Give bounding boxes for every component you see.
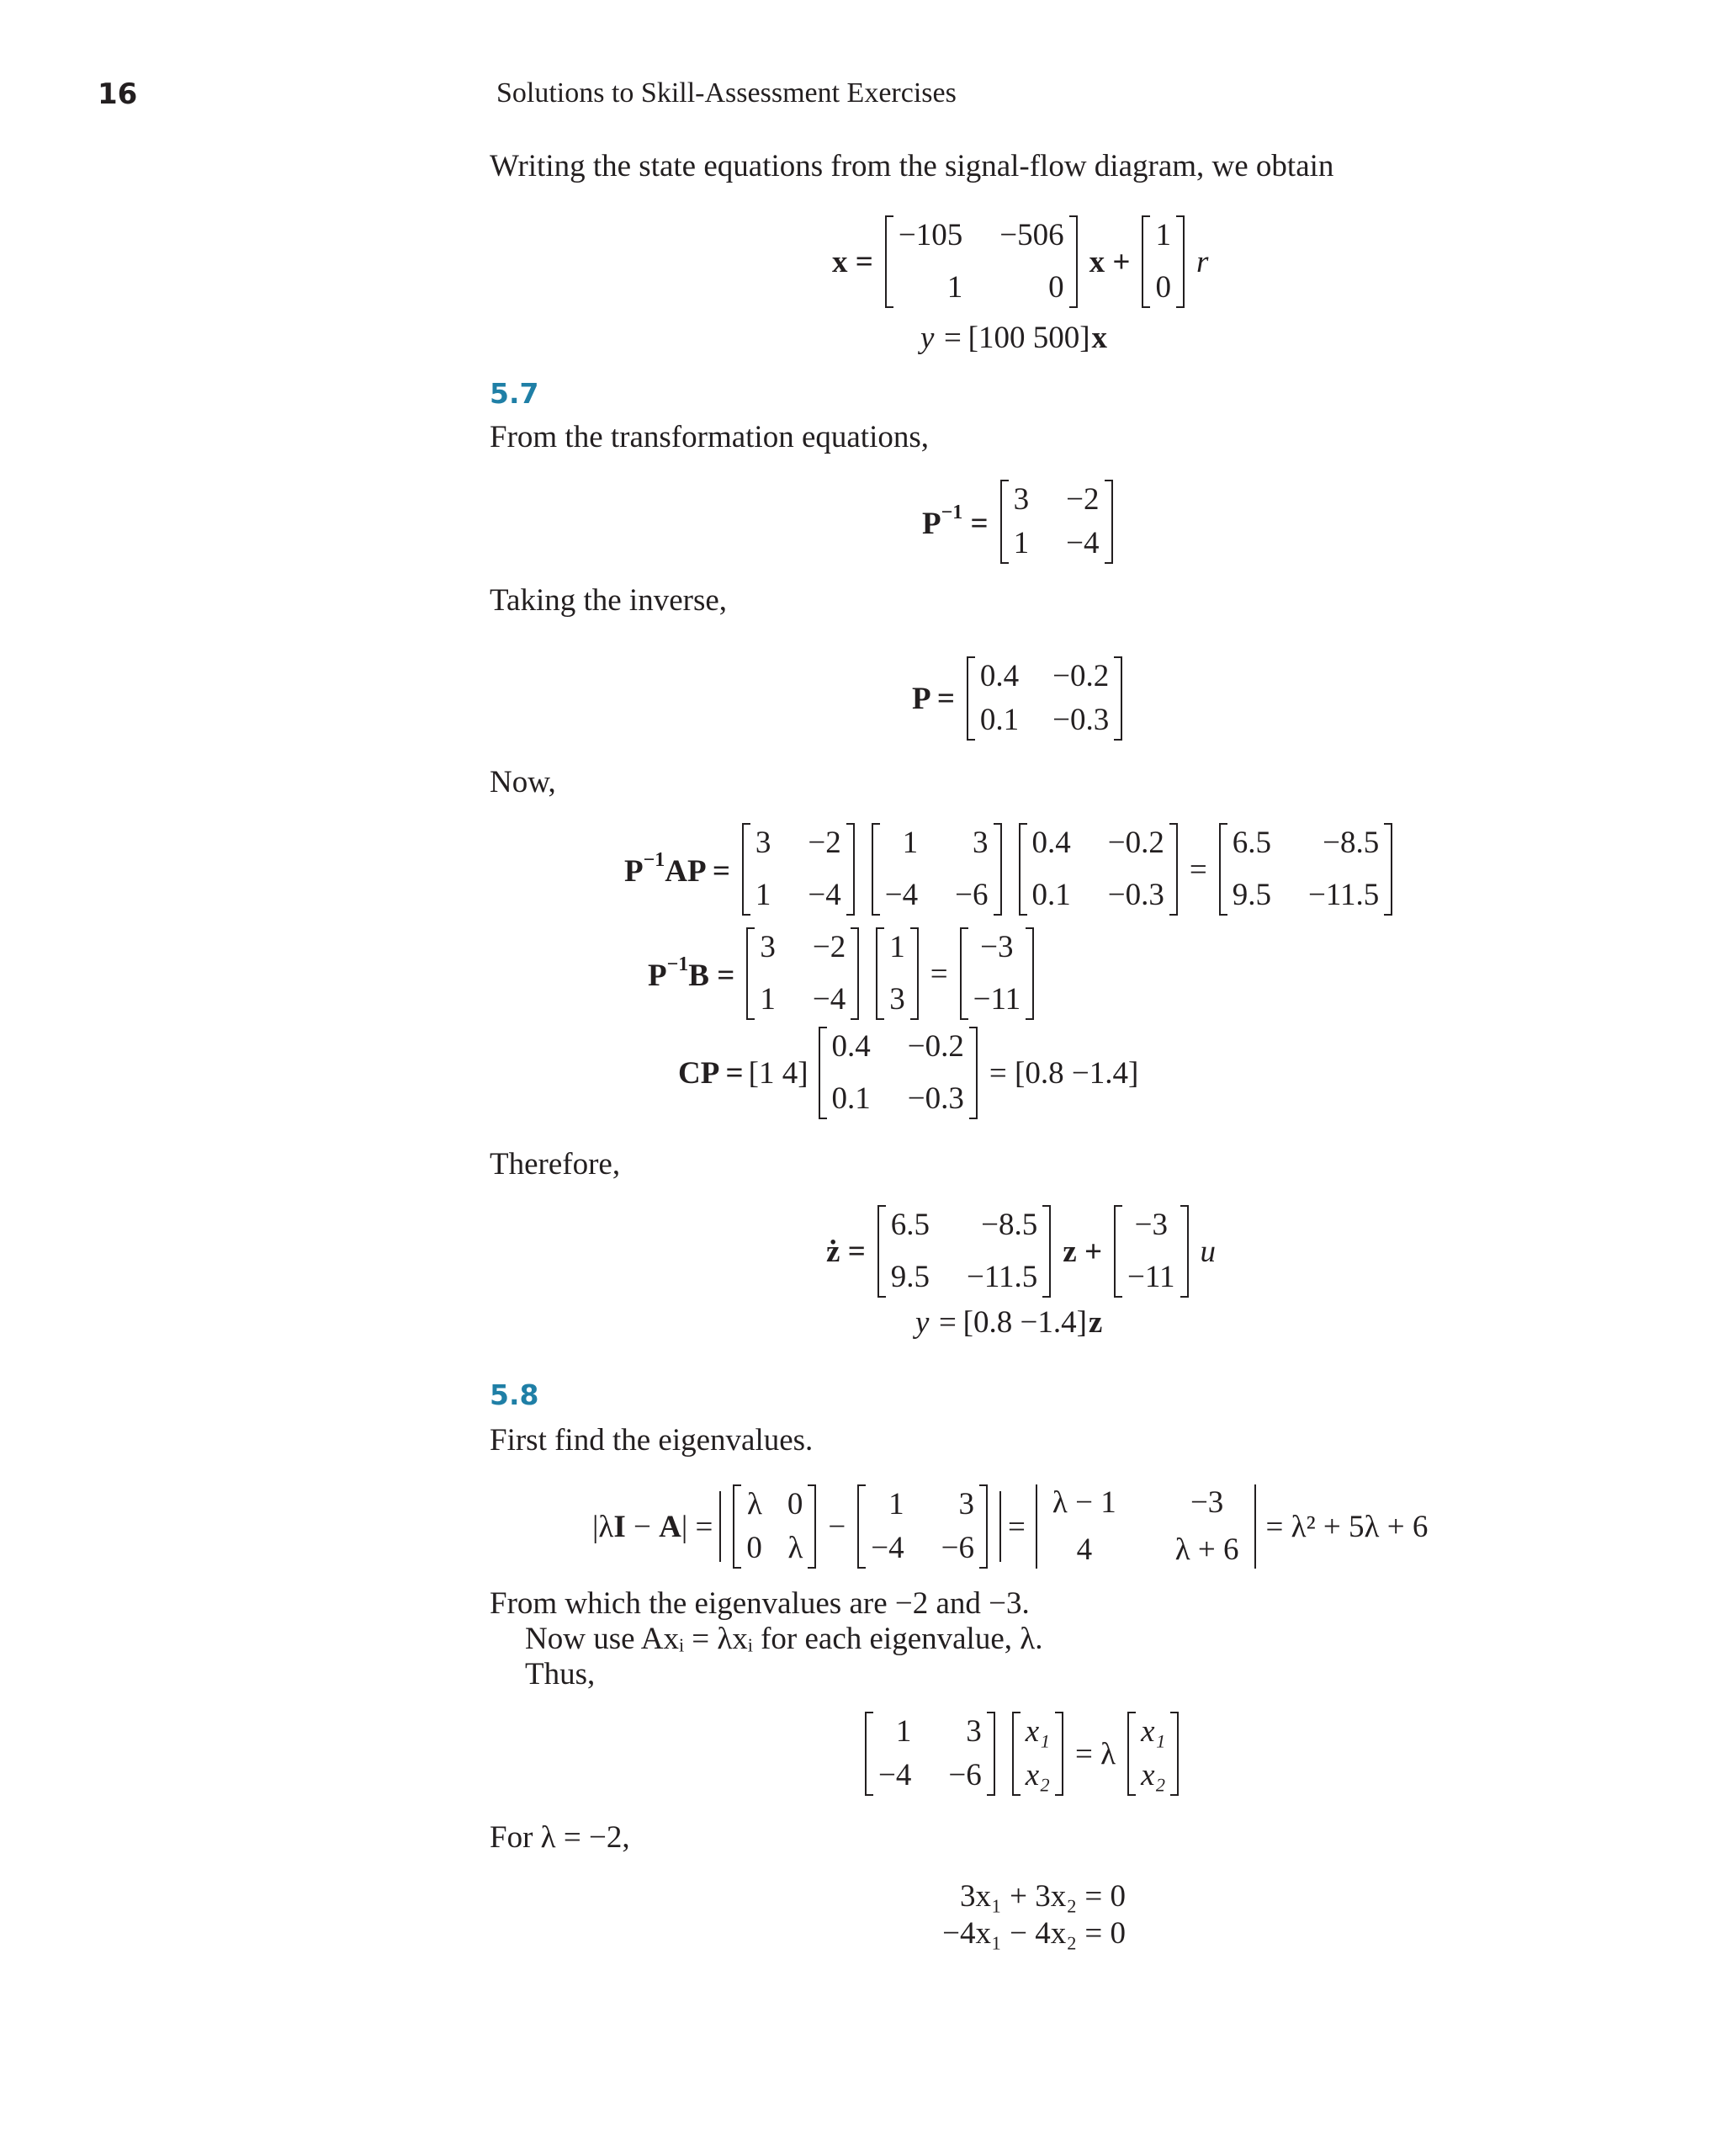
text-for-lambda: For λ = −2, bbox=[490, 1820, 630, 1855]
eq1-y-rhs: x bbox=[1091, 321, 1108, 355]
matrix-cell: −0.2 bbox=[1052, 659, 1110, 693]
matrix-cell: 1 bbox=[1013, 526, 1030, 560]
running-title: Solutions to Skill-Assessment Exercises bbox=[496, 77, 957, 109]
text-inverse: Taking the inverse, bbox=[490, 583, 728, 618]
z-state-equation bbox=[823, 1207, 1219, 1296]
matrix-cell: 1 bbox=[1155, 218, 1171, 252]
text-thus: Thus, bbox=[525, 1657, 596, 1691]
pap-equation: $P^{-1}AP$ = 3 −2 1 −4 1 3 −4 −6 0.4 −0.2 0.1 −0.3 = 6.5 −8.5 9.5 −11.5 bbox=[621, 825, 1401, 914]
eq1-mid: x + bbox=[1089, 244, 1131, 279]
matrix-cell: 1 bbox=[946, 270, 963, 305]
z-output-equation: y = [0.8 −1.4] z bbox=[915, 1305, 1103, 1340]
intro-text: Writing the state equations from the signal-flow diagram, we obtain bbox=[490, 149, 1334, 183]
p-inverse-equation bbox=[919, 481, 1121, 562]
eq1-y-lhs: y = bbox=[920, 321, 963, 355]
z-lhs: ż = bbox=[826, 1234, 866, 1269]
matrix-cell: −0.3 bbox=[1052, 703, 1110, 737]
section-heading: 5.8 bbox=[490, 1378, 539, 1411]
pb-m2: 1 3 bbox=[876, 929, 919, 1018]
system-eq-1: 3x₁ + 3x₂ = 0 bbox=[959, 1879, 1126, 1914]
output-equation bbox=[917, 320, 1107, 356]
pb-m1: 3 −2 1 −4 bbox=[746, 929, 859, 1018]
p-matrix bbox=[967, 658, 1122, 739]
x-vector-rhs: x₁ x₂ bbox=[1127, 1713, 1179, 1794]
matrix-cell: −4 bbox=[1066, 526, 1100, 560]
pb-result: −3 −11 bbox=[960, 929, 1035, 1018]
pinv-matrix bbox=[1000, 481, 1113, 562]
pap-result: 6.5 −8.5 9.5 −11.5 bbox=[1219, 825, 1393, 914]
eq1-matrix-a bbox=[885, 217, 1078, 306]
eq1-input: r bbox=[1195, 244, 1209, 279]
section-heading: 5.7 bbox=[490, 377, 539, 410]
x-vector: x₁ x₂ bbox=[1012, 1713, 1063, 1794]
matrix-cell: 0.1 bbox=[979, 703, 1020, 737]
p-equation bbox=[909, 658, 1131, 739]
z-matrix-a: 6.5 −8.5 9.5 −11.5 bbox=[877, 1207, 1052, 1296]
eq1-lhs: x = bbox=[832, 244, 873, 279]
z-input: u bbox=[1200, 1234, 1217, 1269]
pb-equation: $P^{-1}B$ = 3 −2 1 −4 1 3 = −3 −11 bbox=[644, 929, 1042, 1018]
matrix-cell: 0.4 bbox=[979, 659, 1020, 693]
eigen-equation bbox=[856, 1713, 1187, 1794]
matrix-cell: −506 bbox=[999, 218, 1064, 252]
cp-equation bbox=[675, 1028, 1142, 1118]
pap-m1: 3 −2 1 −4 bbox=[742, 825, 855, 914]
pinv-lhs: $P^{-1}$ = bbox=[922, 502, 989, 541]
lambda-matrix: λ 0 0 λ bbox=[733, 1486, 816, 1567]
text-transformation: From the transformation equations, bbox=[490, 420, 930, 454]
text-now: Now, bbox=[490, 765, 556, 799]
det-matrix: λ − 1 −3 4 λ + 6 bbox=[1036, 1484, 1256, 1569]
z-c-row: [0.8 −1.4] bbox=[962, 1305, 1087, 1340]
matrix-cell: 3 bbox=[1013, 482, 1030, 517]
eigen-mid: = λ bbox=[1075, 1736, 1116, 1771]
a-matrix: 1 3 −4 −6 bbox=[857, 1486, 988, 1567]
text-eigenvalues: From which the eigenvalues are −2 and −3. bbox=[490, 1586, 1030, 1621]
eigen-a-matrix: 1 3 −4 −6 bbox=[865, 1713, 995, 1794]
p-lhs: P = bbox=[912, 681, 955, 716]
pap-m2: 1 3 −4 −6 bbox=[872, 825, 1002, 914]
cp-lhs: CP = bbox=[678, 1055, 744, 1091]
text-eigen: First find the eigenvalues. bbox=[490, 1423, 814, 1458]
cp-row: [1 4] bbox=[748, 1055, 808, 1091]
determinant-equation: |λI − A| = λ 0 0 λ − 1 3 −4 −6 = λ − 1 −3 4 λ + 6 = λ² + 5λ + 6 bbox=[589, 1484, 1431, 1569]
pap-lhs: $P^{-1}AP$ = bbox=[624, 849, 730, 889]
z-matrix-b: −3 −11 bbox=[1114, 1207, 1189, 1296]
linear-system bbox=[920, 1878, 1126, 1952]
system-eq-2: −4x₁ − 4x₂ = 0 bbox=[942, 1916, 1126, 1951]
text-therefore: Therefore, bbox=[490, 1147, 621, 1182]
det-lhs: |λI − A| = bbox=[592, 1509, 713, 1544]
eq1-matrix-b bbox=[1142, 217, 1185, 306]
matrix-cell: −105 bbox=[898, 218, 963, 252]
matrix-cell: 0 bbox=[1048, 270, 1064, 305]
text-now-use: Now use Axᵢ = λxᵢ for each eigenvalue, λ. bbox=[525, 1622, 1043, 1656]
page-number: 16 bbox=[98, 77, 138, 111]
pb-lhs: $P^{-1}B$ = bbox=[648, 953, 735, 993]
pap-m3: 0.4 −0.2 0.1 −0.3 bbox=[1019, 825, 1178, 914]
det-result: = λ² + 5λ + 6 bbox=[1265, 1509, 1429, 1544]
matrix-cell: −2 bbox=[1066, 482, 1100, 517]
cp-result: = [0.8 −1.4] bbox=[989, 1055, 1139, 1091]
matrix-cell: 0 bbox=[1155, 270, 1171, 305]
eq1-c-row: [100 500] bbox=[968, 321, 1090, 355]
z-mid: z + bbox=[1063, 1234, 1103, 1269]
state-equation bbox=[829, 217, 1211, 306]
cp-matrix: 0.4 −0.2 0.1 −0.3 bbox=[819, 1028, 978, 1118]
